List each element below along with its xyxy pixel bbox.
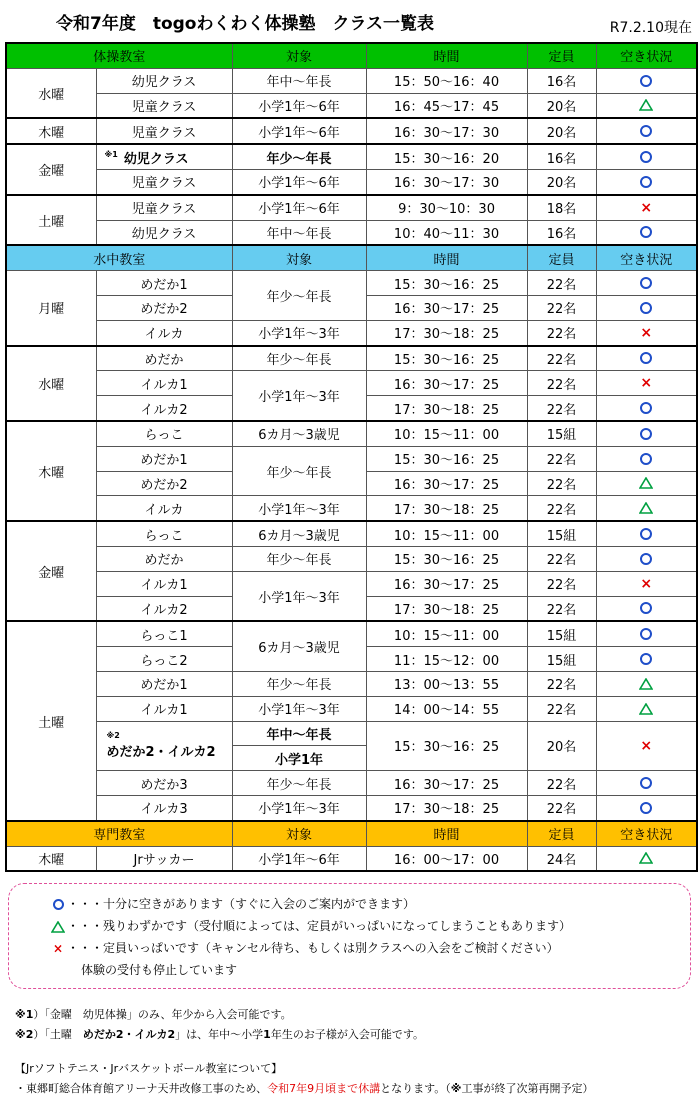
availability-cell: [596, 795, 697, 820]
class-name: 幼児クラス: [123, 151, 189, 167]
circle-icon: [640, 653, 652, 665]
triangle-icon: [639, 502, 653, 514]
table-row: [6, 671, 697, 696]
day-cell: 木曜: [6, 421, 96, 521]
availability-cell: [596, 471, 697, 496]
class-name-cell: イルカ: [96, 320, 232, 345]
time-cell: 11：15～12：00: [366, 647, 527, 672]
class-name-cell: イルカ1: [96, 371, 232, 396]
target-cell: 6カ月～3歳児: [232, 621, 366, 671]
cross-icon: ×: [52, 941, 64, 956]
triangle-icon: [639, 477, 653, 489]
target-cell: 年中～年長: [232, 220, 366, 245]
table-row: [6, 320, 697, 345]
table-row: [6, 371, 697, 396]
column-header-capacity: 定員: [527, 245, 596, 270]
circle-icon: [640, 75, 652, 87]
page-title: 令和7年度 togoわくわく体操塾 クラス一覧表: [56, 14, 434, 34]
table-row: [6, 271, 697, 296]
circle-icon: [640, 302, 652, 314]
note-1: ※1）「金曜 幼児体操」のみ、年少から入会可能です。: [15, 1008, 292, 1021]
availability-cell: [596, 169, 697, 194]
as-of-date: R7.2.10現在: [609, 20, 692, 36]
day-cell: 土曜: [6, 621, 96, 820]
class-name-cell: イルカ1: [96, 571, 232, 596]
time-cell: 10：15～11：00: [366, 621, 527, 646]
target-cell: 小学1年～6年: [232, 93, 366, 118]
availability-cell: [596, 771, 697, 796]
availability-cell: [596, 295, 697, 320]
circle-icon: [640, 402, 652, 414]
class-name-cell: Jrサッカー: [96, 846, 232, 871]
capacity-cell: 22名: [527, 795, 596, 820]
table-row: [6, 169, 697, 194]
circle-icon: [640, 802, 652, 814]
class-name-cell: イルカ: [96, 496, 232, 521]
class-name-cell: 児童クラス: [96, 195, 232, 220]
class-name-cell: めだか: [96, 546, 232, 571]
time-cell: 17：30～18：25: [366, 596, 527, 621]
capacity-cell: 15組: [527, 421, 596, 446]
day-cell: 木曜: [6, 846, 96, 871]
class-name: めだか2・イルカ2: [106, 745, 216, 761]
circle-icon: [640, 125, 652, 137]
time-cell: 10：40～11：30: [366, 220, 527, 245]
capacity-cell: 18名: [527, 195, 596, 220]
time-cell: 16：30～17：25: [366, 771, 527, 796]
class-name-cell: めだか1: [96, 446, 232, 471]
circle-icon: [640, 628, 652, 640]
day-cell: 金曜: [6, 521, 96, 621]
capacity-cell: 22名: [527, 671, 596, 696]
target-cell: 小学1年～6年: [232, 846, 366, 871]
capacity-cell: 24名: [527, 846, 596, 871]
target-cell: 6カ月～3歳児: [232, 521, 366, 546]
jr-heading: 【Jrソフトテニス・Jrバスケットボール教室について】: [15, 1062, 283, 1075]
table-row: [6, 195, 697, 220]
capacity-cell: 22名: [527, 446, 596, 471]
time-cell: 13：00～13：55: [366, 671, 527, 696]
column-header-target: 対象: [232, 43, 366, 68]
target-cell: 小学1年～3年: [232, 696, 366, 721]
target-cell: 年少～年長: [232, 771, 366, 796]
availability-cell: [596, 721, 697, 771]
class-name-cell: イルカ2: [96, 396, 232, 421]
availability-cell: [596, 621, 697, 646]
availability-cell: [596, 220, 697, 245]
capacity-cell: 20名: [527, 169, 596, 194]
capacity-cell: 22名: [527, 371, 596, 396]
availability-cell: [596, 647, 697, 672]
availability-cell: [596, 421, 697, 446]
capacity-cell: 20名: [527, 721, 596, 771]
availability-cell: [596, 446, 697, 471]
class-name-cell: らっこ2: [96, 647, 232, 672]
capacity-cell: 22名: [527, 295, 596, 320]
time-cell: 17：30～18：25: [366, 795, 527, 820]
target-cell: 年少～年長: [232, 346, 366, 371]
table-row: [6, 771, 697, 796]
capacity-cell: 22名: [527, 771, 596, 796]
capacity-cell: 15組: [527, 647, 596, 672]
class-name-cell: 児童クラス: [96, 169, 232, 194]
column-header-target: 対象: [232, 245, 366, 270]
class-name-cell: イルカ1: [96, 696, 232, 721]
day-cell: 月曜: [6, 271, 96, 346]
class-name-cell: らっこ1: [96, 621, 232, 646]
class-name-cell: らっこ: [96, 521, 232, 546]
table-row: [6, 696, 697, 721]
cross-icon: ×: [640, 199, 653, 216]
target-cell: 小学1年～3年: [232, 571, 366, 621]
circle-icon: [640, 428, 652, 440]
class-name-cell: 幼児クラス: [96, 220, 232, 245]
availability-cell: [596, 846, 697, 871]
class-name-cell: [96, 144, 232, 169]
target-cell: 小学1年: [232, 746, 366, 771]
availability-cell: [596, 371, 697, 396]
capacity-cell: 22名: [527, 496, 596, 521]
circle-icon: [640, 528, 652, 540]
target-cell: 年中～年長: [232, 721, 366, 746]
cross-icon: ×: [640, 575, 653, 592]
day-cell: 木曜: [6, 118, 96, 144]
table-row: [6, 846, 697, 871]
table-row: [6, 546, 697, 571]
triangle-icon: [639, 678, 653, 690]
capacity-cell: 22名: [527, 596, 596, 621]
circle-icon: [640, 226, 652, 238]
time-cell: 10：15～11：00: [366, 521, 527, 546]
cross-icon: ×: [640, 737, 653, 754]
time-cell: 16：30～17：25: [366, 295, 527, 320]
target-cell: 小学1年～3年: [232, 795, 366, 820]
target-cell: 年少～年長: [232, 546, 366, 571]
target-cell: 年少～年長: [232, 271, 366, 321]
capacity-cell: 22名: [527, 271, 596, 296]
circle-icon: [640, 602, 652, 614]
triangle-icon: [639, 99, 653, 111]
time-cell: 14：00～14：55: [366, 696, 527, 721]
table-row: [6, 118, 697, 144]
table-row: [6, 446, 697, 471]
capacity-cell: 16名: [527, 68, 596, 93]
capacity-cell: 16名: [527, 220, 596, 245]
capacity-cell: 22名: [527, 346, 596, 371]
capacity-cell: 20名: [527, 93, 596, 118]
circle-icon: [640, 277, 652, 289]
time-cell: 15：30～16：25: [366, 346, 527, 371]
table-row: [6, 496, 697, 521]
capacity-cell: 22名: [527, 696, 596, 721]
gym-header-row: [6, 43, 697, 68]
target-cell: 小学1年～3年: [232, 371, 366, 421]
class-name-cell: 児童クラス: [96, 118, 232, 144]
day-cell: 水曜: [6, 346, 96, 421]
gym-section-title: 体操教室: [6, 43, 232, 68]
availability-cell: [596, 68, 697, 93]
column-header-availability: 空き状況: [596, 821, 697, 846]
class-name-cell: 幼児クラス: [96, 68, 232, 93]
availability-cell: [596, 671, 697, 696]
table-row: [6, 421, 697, 446]
availability-cell: [596, 320, 697, 345]
time-cell: 16：00～17：00: [366, 846, 527, 871]
time-cell: 15：30～16：25: [366, 446, 527, 471]
class-name-cell: イルカ2: [96, 596, 232, 621]
circle-icon: [640, 453, 652, 465]
triangle-icon: [639, 852, 653, 864]
time-cell: 15：50～16：40: [366, 68, 527, 93]
target-cell: 小学1年～6年: [232, 195, 366, 220]
time-cell: 17：30～18：25: [366, 496, 527, 521]
special-header-row: [6, 821, 697, 846]
note-2: ※2）「土曜 めだか2・イルカ2」は、年中～小学1年生のお子様が入会可能です。: [15, 1028, 424, 1041]
availability-cell: [596, 571, 697, 596]
class-name-cell: めだか1: [96, 271, 232, 296]
availability-cell: [596, 144, 697, 169]
time-cell: 15：30～16：20: [366, 144, 527, 169]
time-cell: 9：30～10：30: [366, 195, 527, 220]
triangle-icon: [639, 703, 653, 715]
capacity-cell: 22名: [527, 396, 596, 421]
class-name-cell: らっこ: [96, 421, 232, 446]
target-cell: 年少～年長: [232, 671, 366, 696]
legend-circle: ・・・十分に空きがあります（すぐに入会のご案内ができます）: [51, 895, 415, 912]
day-cell: 水曜: [6, 68, 96, 118]
availability-cell: [596, 546, 697, 571]
time-cell: 16：30～17：30: [366, 118, 527, 144]
time-cell: 15：30～16：25: [366, 271, 527, 296]
column-header-availability: 空き状況: [596, 245, 697, 270]
column-header-time: 時間: [366, 245, 527, 270]
time-cell: 17：30～18：25: [366, 320, 527, 345]
time-cell: 16：30～17：25: [366, 571, 527, 596]
target-cell: 小学1年～6年: [232, 169, 366, 194]
availability-cell: [596, 93, 697, 118]
time-cell: 16：30～17：30: [366, 169, 527, 194]
availability-cell: [596, 596, 697, 621]
target-cell: 6カ月～3歳児: [232, 421, 366, 446]
class-name-cell: めだか1: [96, 671, 232, 696]
footnote-mark: ※1: [104, 149, 118, 159]
circle-icon: [640, 553, 652, 565]
column-header-availability: 空き状況: [596, 43, 697, 68]
capacity-cell: 15組: [527, 521, 596, 546]
circle-icon: [640, 777, 652, 789]
availability-cell: [596, 696, 697, 721]
capacity-cell: 22名: [527, 546, 596, 571]
table-row: [6, 721, 697, 746]
class-name-cell: [96, 721, 232, 771]
table-row: [6, 68, 697, 93]
class-name-cell: 児童クラス: [96, 93, 232, 118]
table-row: [6, 795, 697, 820]
legend-cross: × ・・・定員いっぱいです（キャンセル待ち、もしくは別クラスへの入会をご検討ください）: [52, 941, 559, 956]
jr-suspension-note: ・東郷町総合体育館アリーナ天井改修工事のため、令和7年9月頃まで休講となります。（※工事が終了次第再開予定）: [15, 1082, 594, 1095]
time-cell: 16：30～17：25: [366, 471, 527, 496]
table-row: [6, 571, 697, 596]
target-cell: 小学1年～3年: [232, 496, 366, 521]
target-cell: 年少～年長: [232, 446, 366, 496]
time-cell: 10：15～11：00: [366, 421, 527, 446]
circle-icon: [640, 352, 652, 364]
table-row: [6, 521, 697, 546]
class-schedule-table: [5, 42, 698, 872]
table-row: [6, 346, 697, 371]
cross-icon: ×: [640, 324, 653, 341]
availability-cell: [596, 496, 697, 521]
capacity-cell: 22名: [527, 471, 596, 496]
target-cell: 年中～年長: [232, 68, 366, 93]
day-cell: 金曜: [6, 144, 96, 195]
class-name-cell: めだか: [96, 346, 232, 371]
time-cell: 16：45～17：45: [366, 93, 527, 118]
capacity-cell: 15組: [527, 621, 596, 646]
column-header-target: 対象: [232, 821, 366, 846]
availability-cell: [596, 396, 697, 421]
class-name-cell: イルカ3: [96, 795, 232, 820]
target-cell: 小学1年～6年: [232, 118, 366, 144]
column-header-capacity: 定員: [527, 43, 596, 68]
column-header-capacity: 定員: [527, 821, 596, 846]
time-cell: 16：30～17：25: [366, 371, 527, 396]
table-row: [6, 93, 697, 118]
class-name-cell: めだか3: [96, 771, 232, 796]
capacity-cell: 20名: [527, 118, 596, 144]
class-name-cell: めだか2: [96, 295, 232, 320]
legend-triangle: ・・・残りわずかです（受付順によっては、定員がいっぱいになってしまうこともあります）: [51, 917, 571, 934]
table-row: [6, 144, 697, 169]
footnote-mark: ※2: [106, 731, 120, 741]
availability-cell: [596, 521, 697, 546]
circle-icon: [53, 899, 64, 910]
availability-cell: [596, 271, 697, 296]
availability-cell: [596, 346, 697, 371]
target-cell: 小学1年～3年: [232, 320, 366, 345]
table-row: [6, 220, 697, 245]
availability-cell: [596, 118, 697, 144]
class-name-cell: めだか2: [96, 471, 232, 496]
capacity-cell: 22名: [527, 320, 596, 345]
time-cell: 15：30～16：25: [366, 546, 527, 571]
capacity-cell: 16名: [527, 144, 596, 169]
triangle-icon: [51, 921, 65, 933]
capacity-cell: 22名: [527, 571, 596, 596]
target-cell: 年少～年長: [232, 144, 366, 169]
availability-cell: [596, 195, 697, 220]
circle-icon: [640, 176, 652, 188]
day-cell: 土曜: [6, 195, 96, 246]
swim-header-row: [6, 245, 697, 270]
time-cell: 17：30～18：25: [366, 396, 527, 421]
time-cell: 15：30～16：25: [366, 721, 527, 771]
special-section-title: 専門教室: [6, 821, 232, 846]
availability-legend: [8, 883, 691, 989]
legend-cross-continued: 体験の受付も停止しています: [81, 963, 238, 977]
column-header-time: 時間: [366, 43, 527, 68]
swim-section-title: 水中教室: [6, 245, 232, 270]
circle-icon: [640, 151, 652, 163]
column-header-time: 時間: [366, 821, 527, 846]
table-row: [6, 621, 697, 646]
cross-icon: ×: [640, 375, 653, 392]
